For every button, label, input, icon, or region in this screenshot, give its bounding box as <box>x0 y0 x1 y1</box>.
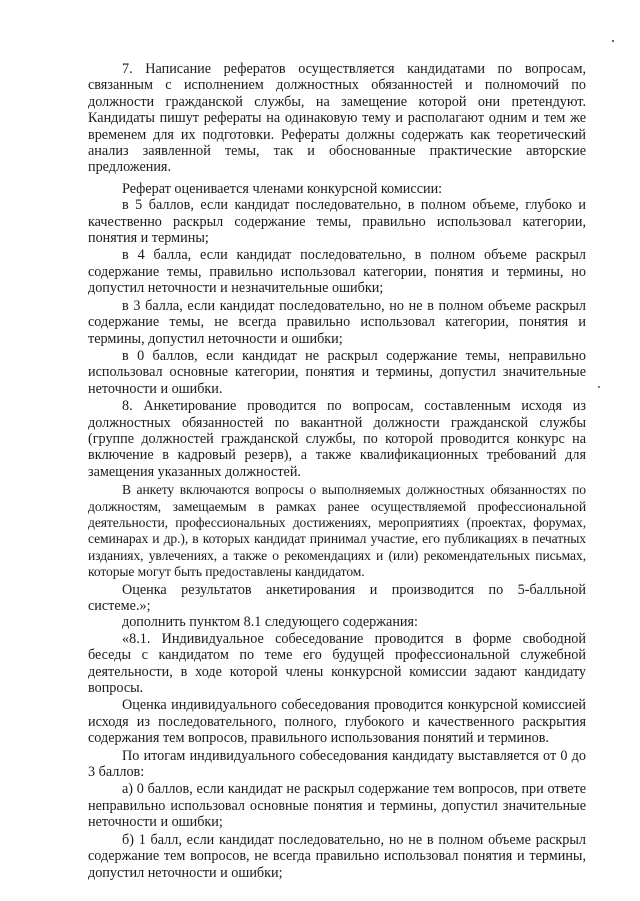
paragraph-score-a: а) 0 баллов, если кандидат не раскрыл содержание тем вопросов, при ответе неправильно использовал основные понятия и термины, допустил значительные неточности и ошибки; <box>88 781 586 831</box>
paragraph-score-b: б) 1 балл, если кандидат последовательно, но не в полном объеме раскрыл содержание тем вопросов, не всегда правильно использовал понятия и термины, допустил неточности и ошибки; <box>88 831 586 881</box>
document-body <box>88 0 586 881</box>
paragraph-8-1: «8.1. Индивидуальное собеседование проводится в форме свободной беседы с кандидатом по теме его будущей профессиональной служебной деятельности, в ходе которой члены конкурсной комиссии задают кандидату вопросы. <box>88 630 586 697</box>
paragraph-8: 8. Анкетирование проводится по вопросам, составленным исходя из должностных обязанностей по вакантной должности гражданской службы (группе должностей гражданской службы, по которой проводится конкурс на включение в кадровый резерв), а также квалификационных требований для замещения указанных должностей. <box>88 398 586 480</box>
scan-speck <box>598 386 600 388</box>
paragraph-interview-evaluation: Оценка индивидуального собеседования проводится конкурсной комиссией исходя из последовательного, полного, глубокого и качественного раскрытия содержания тем вопросов, правильного использования понятий и терминов. <box>88 697 586 747</box>
paragraph-essay-evaluation: Реферат оценивается членами конкурсной комиссии: <box>122 180 443 197</box>
paragraph-score-4: в 4 балла, если кандидат последовательно, в полном объеме раскрыл содержание темы, правильно использовал категории, понятия и термины, но допустил неточности и незначительные ошибки; <box>88 247 586 297</box>
scan-speck <box>612 40 614 42</box>
paragraph-interview-scale: По итогам индивидуального собеседования кандидату выставляется от 0 до 3 баллов: <box>88 747 586 781</box>
paragraph-score-5: в 5 баллов, если кандидат последовательно, в полном объеме, глубоко и качественно раскрыл содержание темы, правильно использовал категории, понятия и термины; <box>88 197 586 247</box>
paragraph-questionnaire-scoring: Оценка результатов анкетирования и производится по 5-балльной системе.»; <box>88 581 586 614</box>
paragraph-add-8-1: дополнить пунктом 8.1 следующего содержания: <box>122 614 418 631</box>
paragraph-7: 7. Написание рефератов осуществляется кандидатами по вопросам, связанным с исполнением должностных обязанностей и полномочий по должности гражданской службы, на замещение которой они претендуют. Кандидаты пишут рефераты на одинаковую тему и располагают одним и тем же временем для их подготовки. Рефераты должны содержать как теоретический анализ заявленной темы, так и обоснованные практические авторские предложения. <box>88 61 586 176</box>
paragraph-score-0: в 0 баллов, если кандидат не раскрыл содержание темы, неправильно использовал основные категории, понятия и термины, допустил значительные неточности и ошибки. <box>88 347 586 397</box>
paragraph-questionnaire: В анкету включаются вопросы о выполняемых должностных обязанностях по должностям, замещаемым в рамках ранее осуществляемой профессиональной деятельности, профессиональных достижениях, мероприятиях (проектах, форумах, семинарах и др.), в которых кандидат принимал участие, его публикациях в печатных изданиях, увлечениях, а также о рекомендациях и (или) рекомендательных письмах, которые могут быть предоставлены кандидатом. <box>88 482 586 580</box>
paragraph-score-3: в 3 балла, если кандидат последовательно, но не в полном объеме раскрыл содержание темы, не всегда правильно использовал категории, понятия и термины, допустил неточности и ошибки; <box>88 297 586 347</box>
